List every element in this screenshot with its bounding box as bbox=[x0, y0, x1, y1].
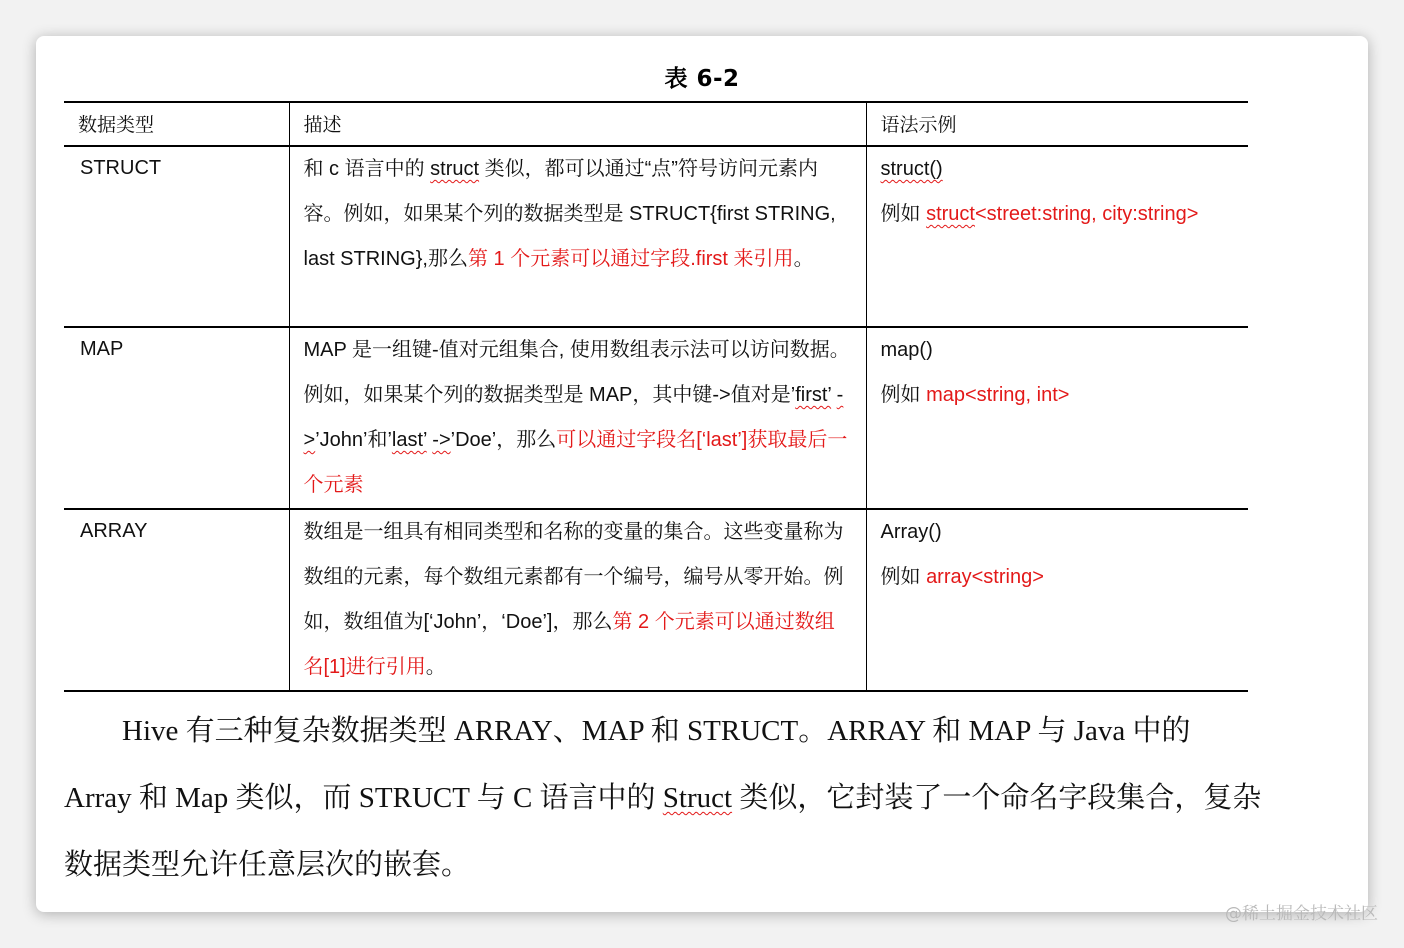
desc-highlight: 可以通过字段名[‘last’]获取最后一个元素 bbox=[303, 429, 848, 496]
desc-highlight: 第 1 个元素可以通过字段.first 来引用 bbox=[467, 248, 794, 270]
example-code: map<string, int> bbox=[926, 384, 1070, 406]
desc-highlight: 第 2 个元素可以通过数组名[1]进行引用 bbox=[303, 611, 835, 678]
spellcheck-word: first’ bbox=[795, 384, 832, 406]
header-description: 描述 bbox=[289, 102, 866, 146]
paragraph-text: 类似，它封装了一个命名字段集合，复杂数据类型允许任意层次的嵌套。 bbox=[64, 782, 1262, 881]
desc-text: 。 bbox=[793, 248, 814, 270]
description-cell bbox=[289, 509, 866, 691]
desc-text: 数组是一组具有相同类型和名称的变量的集合。这些变量称为数组的元素，每个数组元素都有一个编号，编号从零开始。例如，数组值为[‘John’，‘Doe’]，那么 bbox=[303, 521, 844, 633]
table-header-row bbox=[64, 102, 1248, 146]
syntax-function: Array() bbox=[880, 521, 942, 543]
example-prefix: 例如 bbox=[880, 384, 927, 406]
header-data-type: 数据类型 bbox=[64, 102, 289, 146]
table-row-map bbox=[64, 327, 1248, 509]
paragraph-text: Hive 有三种复杂数据类型 ARRAY、MAP 和 STRUCT。ARRAY 和 MAP 与 Java 中的 Array 和 Map 类似，而 STRUCT 与 C 语言中的 bbox=[64, 715, 1191, 814]
syntax-cell bbox=[866, 327, 1248, 509]
table-row-struct bbox=[64, 146, 1248, 327]
example-code: <street:string, city:string> bbox=[974, 203, 1199, 225]
type-cell: ARRAY bbox=[64, 509, 289, 691]
table-caption: 表 6-2 bbox=[664, 66, 740, 92]
example-code: array<string> bbox=[926, 566, 1044, 588]
desc-text: ’Doe’，那么 bbox=[450, 429, 557, 451]
header-syntax-example: 语法示例 bbox=[866, 102, 1248, 146]
spellcheck-word: Struct bbox=[662, 782, 733, 814]
desc-text: 。 bbox=[425, 656, 446, 678]
type-cell: MAP bbox=[64, 327, 289, 509]
desc-text: ’John’和’ bbox=[315, 429, 392, 451]
spellcheck-word: -> bbox=[432, 429, 451, 451]
spellcheck-word: -> bbox=[303, 384, 844, 451]
example-prefix: 例如 bbox=[880, 566, 927, 588]
syntax-cell bbox=[866, 509, 1248, 691]
example-prefix: 例如 bbox=[880, 203, 927, 225]
spellcheck-word: struct bbox=[926, 203, 975, 225]
desc-text: 类似，都可以通过“点”符号访问元素内容。例如，如果某个列的数据类型是 STRUCT{first STRING, last STRING},那么 bbox=[303, 158, 836, 270]
watermark: @稀土掘金技术社区 bbox=[1225, 904, 1378, 924]
type-cell: STRUCT bbox=[64, 146, 289, 327]
desc-text: MAP 是一组键-值对元组集合, 使用数组表示法可以访问数据。例如，如果某个列的数据类型是 MAP，其中键->值对是’ bbox=[303, 339, 850, 406]
syntax-function: map() bbox=[880, 339, 933, 361]
spellcheck-word: struct bbox=[430, 158, 480, 180]
syntax-function: struct() bbox=[880, 158, 943, 180]
data-types-table bbox=[64, 101, 1248, 692]
description-cell bbox=[289, 146, 866, 327]
spellcheck-word: last’ bbox=[391, 429, 427, 451]
table-row-array bbox=[64, 509, 1248, 691]
syntax-cell bbox=[866, 146, 1248, 327]
desc-text: 和 c 语言中的 bbox=[303, 158, 431, 180]
body-paragraph bbox=[64, 698, 1264, 899]
description-cell bbox=[289, 327, 866, 509]
